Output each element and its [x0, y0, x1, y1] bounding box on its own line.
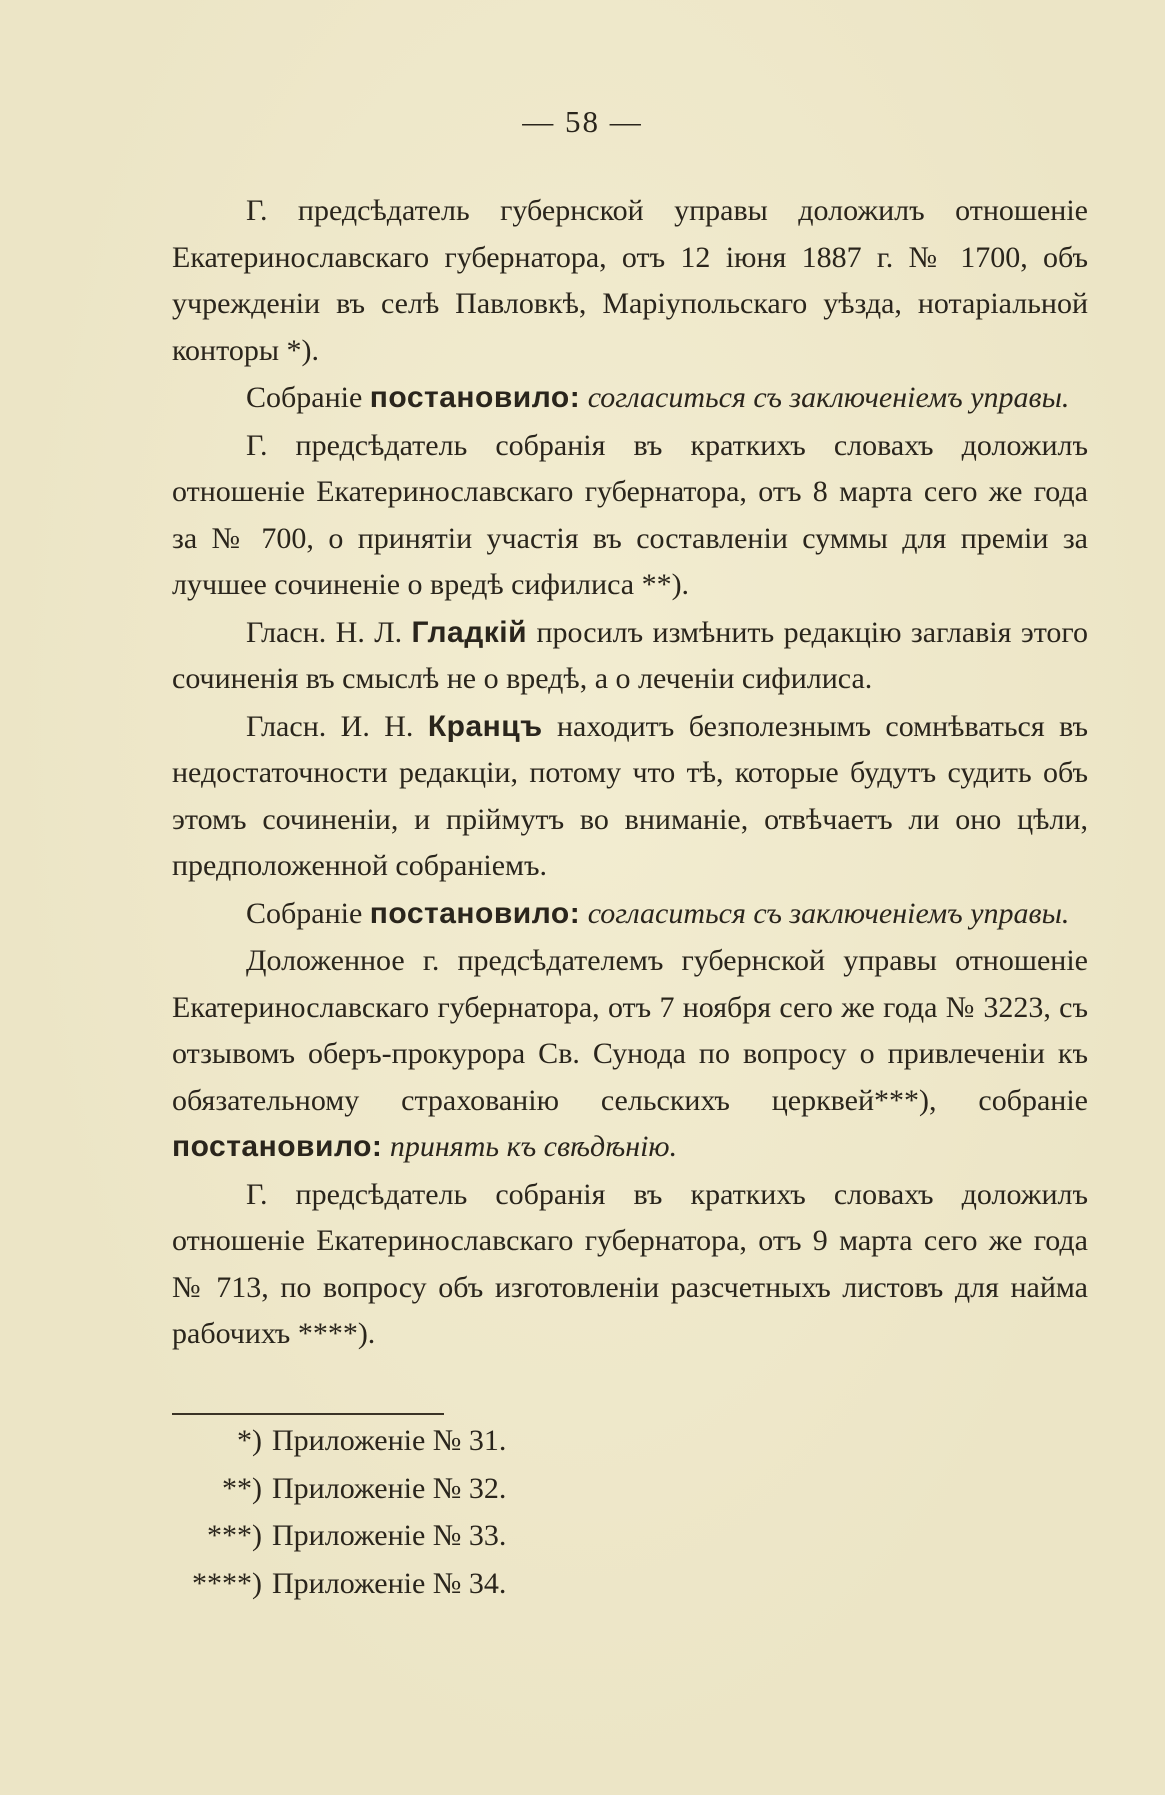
- text-run: Г. предсѣдатель губернской управы доложилъ отношеніе Екатеринославскаго губернатора, отъ 12 іюня 1887 г. № 1700, объ учрежденіи въ селѣ Павловкѣ, Маріупольскаго уѣзда, нотаріальной конторы *).: [172, 194, 1088, 367]
- text-run: Г. предсѣдатель собранія въ краткихъ словахъ доложилъ отношеніе Екатеринославскаго губернатора, отъ 8 марта сего же года за № 700, о принятіи участія въ составленіи суммы для преміи за лучшее сочиненіе о вредѣ сифилиса **).: [172, 428, 1088, 601]
- footnote-text: Приложеніе № 32.: [272, 1471, 507, 1505]
- footnote: [172, 1512, 672, 1560]
- emphasis-bold: Гладкій: [411, 615, 528, 649]
- footnote-mark: ***): [207, 1519, 262, 1552]
- paragraph: [172, 423, 1088, 609]
- footnotes: [172, 1417, 672, 1607]
- footnote-mark: ****): [192, 1566, 262, 1600]
- footnote-mark: **): [222, 1471, 262, 1505]
- text-run: Гласн. Н. Л.: [246, 615, 412, 649]
- paragraph: [172, 938, 1088, 1171]
- footnote: [172, 1465, 672, 1513]
- footnote-mark: *): [237, 1424, 262, 1457]
- footnote-text: Приложеніе № 33.: [272, 1519, 507, 1552]
- footnote-text: Приложеніе № 31.: [272, 1424, 507, 1457]
- emphasis-bold: постановило:: [369, 896, 581, 930]
- text-run: Гласн. И. Н.: [246, 709, 428, 743]
- emphasis-italic: согласиться съ заключеніемъ управы.: [580, 896, 1070, 930]
- emphasis-bold: постановило:: [369, 381, 581, 414]
- paragraph: [172, 610, 1088, 703]
- footnote-divider: [172, 1413, 444, 1415]
- footnote: [172, 1417, 672, 1465]
- emphasis-italic: согласиться съ заключеніемъ управы.: [580, 381, 1070, 414]
- paragraph: [172, 188, 1088, 374]
- paragraph: [172, 1172, 1088, 1358]
- text-run: Собраніе: [246, 381, 370, 414]
- paragraph: [172, 704, 1088, 890]
- text-run: Собраніе: [246, 896, 370, 930]
- text-run: просилъ измѣнить редакцію заглавія этого сочиненія въ смыслѣ не о вредѣ, а о леченіи сифилиса.: [172, 615, 1088, 695]
- footnote: [172, 1560, 672, 1608]
- emphasis-italic: принять къ свѣдѣнію.: [382, 1130, 678, 1163]
- page-number: — 58 —: [522, 104, 643, 139]
- text-run: находитъ безполезнымъ сомнѣваться въ недостаточности редакціи, потому что тѣ, которые будутъ судить объ этомъ сочиненіи, и пріймутъ во вниманіе, отвѣчаетъ ли оно цѣли, предположенной собраніемъ.: [172, 709, 1089, 882]
- text-run: Г. предсѣдатель собранія въ краткихъ словахъ доложилъ отношеніе Екатеринославскаго губернатора, отъ 9 марта сего же года № 713, по вопросу объ изготовленіи разсчетныхъ листовъ для найма рабочихъ ****).: [172, 1177, 1088, 1350]
- emphasis-bold: Кранцъ: [427, 709, 543, 743]
- body-text: [172, 188, 1088, 1358]
- text-run: Доложенное г. предсѣдателемъ губернской управы отношеніе Екатеринославскаго губернатора, отъ 7 ноября сего же года № 3223, съ отзывомъ оберъ-прокурора Св. Сунода по вопросу о привлеченіи къ обязательному страхованію сельскихъ церквей***), собраніе: [172, 944, 1088, 1117]
- paragraph: [172, 891, 1088, 938]
- paragraph: [172, 375, 1088, 422]
- emphasis-bold: постановило:: [172, 1130, 383, 1163]
- footnote-text: Приложеніе № 34.: [272, 1566, 507, 1600]
